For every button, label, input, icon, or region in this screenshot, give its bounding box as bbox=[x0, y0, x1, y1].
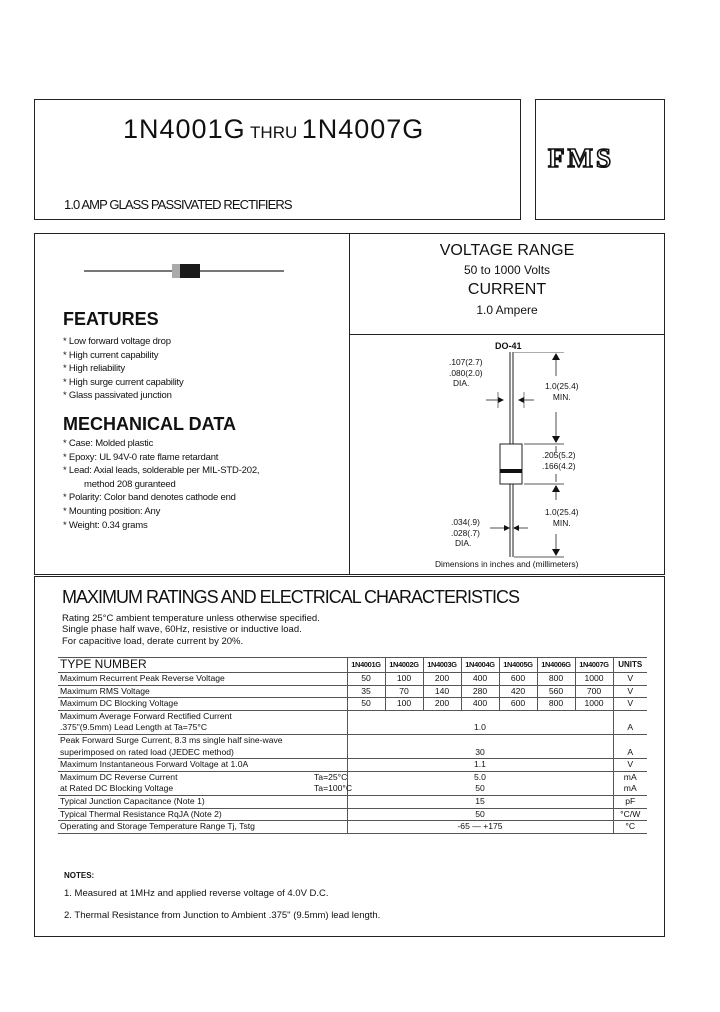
list-item: * High current capability bbox=[63, 349, 159, 361]
logo: FMS bbox=[548, 143, 614, 173]
dim-text: 1.0(25.4) bbox=[545, 381, 579, 391]
cell-value: 200 bbox=[423, 698, 461, 711]
column-header: 1N4002G bbox=[385, 658, 423, 673]
cell-value: 50 bbox=[347, 673, 385, 686]
arrow-right-icon bbox=[504, 525, 510, 531]
row-label-text: Maximum DC Reverse Current bbox=[60, 771, 178, 782]
row-condition: Ta=25°C bbox=[314, 771, 348, 782]
table-row bbox=[58, 698, 647, 711]
range-divider-h bbox=[349, 334, 665, 335]
cell-value: 280 bbox=[461, 685, 499, 698]
list-item: * High surge current capability bbox=[63, 376, 184, 388]
cell-unit: °C bbox=[613, 821, 647, 834]
row-label-text: Peak Forward Surge Current, 8.3 ms single half sine-wave bbox=[60, 734, 283, 745]
cell-unit: V bbox=[613, 673, 647, 686]
part-end: 1N4007G bbox=[301, 114, 425, 144]
table-row bbox=[58, 795, 647, 808]
row-label-text: superimposed on rated load (JEDEC method) bbox=[60, 746, 234, 757]
cell-value: 420 bbox=[499, 685, 537, 698]
features-list bbox=[63, 335, 184, 403]
dim-wire-diameter bbox=[451, 517, 480, 549]
row-label bbox=[58, 783, 353, 795]
dim-text: 1.0(25.4) bbox=[545, 507, 579, 517]
table-row bbox=[58, 734, 647, 746]
table-row bbox=[58, 673, 647, 686]
list-item: * Glass passivated junction bbox=[63, 390, 172, 402]
cell-value: 800 bbox=[537, 698, 575, 711]
table-row bbox=[58, 759, 647, 772]
cell-unit: mA bbox=[613, 783, 647, 795]
arrow-up-icon bbox=[552, 485, 560, 492]
cell-value: 50 bbox=[347, 808, 613, 821]
list-item: * Lead: Axial leads, solderable per MIL-STD-202, bbox=[63, 465, 260, 477]
cell-value: 1.0 bbox=[347, 722, 613, 734]
row-label-text: at Rated DC Blocking Voltage bbox=[60, 783, 174, 794]
cell-value: 600 bbox=[499, 698, 537, 711]
voltage-range-value: 50 to 1000 Volts bbox=[463, 263, 551, 277]
footnote-2: 2. Thermal Resistance from Junction to Ambient .375" (9.5mm) lead length. bbox=[64, 910, 381, 921]
row-label bbox=[58, 808, 347, 821]
table-header-row bbox=[58, 658, 647, 673]
dim-text: .080(2.0) bbox=[449, 367, 483, 378]
cell-value: 700 bbox=[575, 685, 613, 698]
cell-value: 400 bbox=[461, 673, 499, 686]
current-value: 1.0 Ampere bbox=[476, 303, 538, 317]
dimensions-note: Dimensions in inches and (millimeters) bbox=[435, 559, 579, 569]
subtitle: 1.0 AMP GLASS PASSIVATED RECTIFIERS bbox=[64, 197, 292, 212]
current-title: CURRENT bbox=[467, 281, 547, 298]
row-label-text: Typical Junction Capacitance (Note 1) bbox=[60, 795, 205, 806]
cell-value: 70 bbox=[385, 685, 423, 698]
cathode-band bbox=[500, 469, 522, 473]
row-label bbox=[58, 771, 347, 783]
row-label bbox=[58, 747, 347, 759]
voltage-range-title: VOLTAGE RANGE bbox=[439, 242, 575, 259]
part-start: 1N4001G bbox=[123, 114, 246, 144]
table-row bbox=[58, 771, 647, 783]
package-name: DO-41 bbox=[495, 341, 522, 351]
part-title bbox=[123, 114, 424, 145]
cell-value: 560 bbox=[537, 685, 575, 698]
ratings-table bbox=[58, 657, 647, 834]
list-item: * Mounting position: Any bbox=[63, 505, 161, 517]
table-row bbox=[58, 710, 647, 722]
list-item: * Weight: 0.34 grams bbox=[63, 519, 148, 531]
cathode-band bbox=[172, 264, 180, 278]
table-row bbox=[58, 821, 647, 834]
cell-unit: mA bbox=[613, 771, 647, 783]
column-header: 1N4007G bbox=[575, 658, 613, 673]
cell-value: 1000 bbox=[575, 698, 613, 711]
arrow-down-icon bbox=[552, 436, 560, 443]
dim-lead-length-top bbox=[545, 381, 579, 402]
features-title: FEATURES bbox=[63, 309, 159, 329]
diode-image bbox=[84, 262, 284, 280]
rating-note: Single phase half wave, 60Hz, resistive or inductive load. bbox=[62, 624, 302, 636]
dim-text: .034(.9) bbox=[451, 517, 480, 527]
dim-text: MIN. bbox=[552, 391, 571, 402]
row-label-text: Maximum Instantaneous Forward Voltage at 1.0A bbox=[60, 759, 249, 770]
row-label bbox=[58, 710, 347, 722]
cell-value: 100 bbox=[385, 673, 423, 686]
cell-value: 800 bbox=[537, 673, 575, 686]
units-header: UNITS bbox=[613, 658, 647, 673]
column-header: 1N4003G bbox=[423, 658, 461, 673]
cell-value: 140 bbox=[423, 685, 461, 698]
row-label bbox=[58, 795, 347, 808]
row-label: Maximum RMS Voltage bbox=[58, 685, 347, 698]
arrow-left-icon bbox=[513, 525, 519, 531]
row-label bbox=[58, 722, 347, 734]
notes-title: NOTES: bbox=[64, 871, 95, 880]
column-header: 1N4005G bbox=[499, 658, 537, 673]
table-row bbox=[58, 783, 647, 795]
range-block bbox=[349, 241, 665, 321]
list-item: * Polarity: Color band denotes cathode end bbox=[63, 492, 236, 504]
row-label: Maximum Recurrent Peak Reverse Voltage bbox=[58, 673, 347, 686]
dim-text: .028(.7) bbox=[451, 527, 480, 538]
cell-unit: V bbox=[613, 698, 647, 711]
row-label bbox=[58, 734, 347, 746]
list-item: * Epoxy: UL 94V-0 rate flame retardant bbox=[63, 451, 219, 463]
cell-value: 50 bbox=[347, 783, 613, 795]
table-row bbox=[58, 808, 647, 821]
footnote-1: 1. Measured at 1MHz and applied reverse voltage of 4.0V D.C. bbox=[64, 888, 329, 899]
rating-note: Rating 25°C ambient temperature unless otherwise specified. bbox=[62, 613, 320, 624]
cell-value bbox=[347, 734, 613, 746]
column-header: 1N4006G bbox=[537, 658, 575, 673]
table-row bbox=[58, 685, 647, 698]
cell-unit: V bbox=[613, 685, 647, 698]
arrow-left-icon bbox=[518, 397, 524, 403]
dim-body-length bbox=[542, 450, 576, 471]
cell-value: 35 bbox=[347, 685, 385, 698]
row-label-text: Maximum Average Forward Rectified Current bbox=[60, 710, 232, 721]
arrow-right-icon bbox=[498, 397, 504, 403]
cell-unit: V bbox=[613, 759, 647, 772]
dim-text: DIA. bbox=[453, 378, 470, 389]
list-item: * Low forward voltage drop bbox=[63, 336, 171, 347]
column-header: 1N4001G bbox=[347, 658, 385, 673]
row-label-text: .375"(9.5mm) Lead Length at Ta=75°C bbox=[60, 722, 208, 733]
cell-unit: pF bbox=[613, 795, 647, 808]
thru-text: THRU bbox=[250, 123, 298, 142]
cell-value: 1.1 bbox=[347, 759, 613, 772]
list-item: * Case: Molded plastic bbox=[63, 438, 154, 449]
ratings-title: MAXIMUM RATINGS AND ELECTRICAL CHARACTERISTICS bbox=[62, 587, 520, 607]
cell-value: 30 bbox=[347, 747, 613, 759]
cell-value: 50 bbox=[347, 698, 385, 711]
dim-diameter bbox=[449, 357, 483, 389]
package-body bbox=[500, 444, 522, 484]
table-row bbox=[58, 747, 647, 759]
cell-value: 600 bbox=[499, 673, 537, 686]
cell-value: 5.0 bbox=[347, 771, 613, 783]
mechanical-title: MECHANICAL DATA bbox=[63, 414, 236, 434]
cell-value: 400 bbox=[461, 698, 499, 711]
cell-value: -65 — +175 bbox=[347, 821, 613, 834]
row-label: Maximum DC Blocking Voltage bbox=[58, 698, 347, 711]
dim-text: .166(4.2) bbox=[542, 460, 576, 471]
arrow-down-icon bbox=[552, 549, 560, 556]
type-number-header: TYPE NUMBER bbox=[58, 658, 347, 673]
dim-text: DIA. bbox=[455, 538, 472, 549]
arrow-up-icon bbox=[552, 353, 560, 360]
row-label-text: Operating and Storage Temperature Range Tj, Tstg bbox=[60, 821, 255, 832]
row-label bbox=[58, 759, 347, 772]
row-condition: Ta=100°C bbox=[314, 783, 353, 794]
dim-lead-length-bottom bbox=[545, 507, 579, 528]
row-label-text: Typical Thermal Resistance RqJA (Note 2) bbox=[60, 808, 222, 819]
list-item: * High reliability bbox=[63, 363, 125, 375]
row-label bbox=[58, 821, 347, 834]
ratings-notes bbox=[62, 613, 320, 647]
dim-text: MIN. bbox=[552, 517, 571, 528]
cell-unit: A bbox=[613, 722, 647, 734]
cell-unit: °C/W bbox=[613, 808, 647, 821]
mechanical-list bbox=[63, 437, 259, 532]
cell-value: 100 bbox=[385, 698, 423, 711]
column-header: 1N4004G bbox=[461, 658, 499, 673]
rating-note: For capacitive load, derate current by 20%. bbox=[62, 635, 244, 647]
table-row bbox=[58, 722, 647, 734]
cell-unit bbox=[613, 710, 647, 722]
cell-unit bbox=[613, 734, 647, 746]
cell-value: 200 bbox=[423, 673, 461, 686]
cell-value: 15 bbox=[347, 795, 613, 808]
list-item: method 208 guranteed bbox=[84, 478, 176, 490]
cell-unit: A bbox=[613, 747, 647, 759]
dim-text: .205(5.2) bbox=[542, 450, 576, 460]
cell-value bbox=[347, 710, 613, 722]
dim-text: .107(2.7) bbox=[449, 357, 483, 367]
cell-value: 1000 bbox=[575, 673, 613, 686]
